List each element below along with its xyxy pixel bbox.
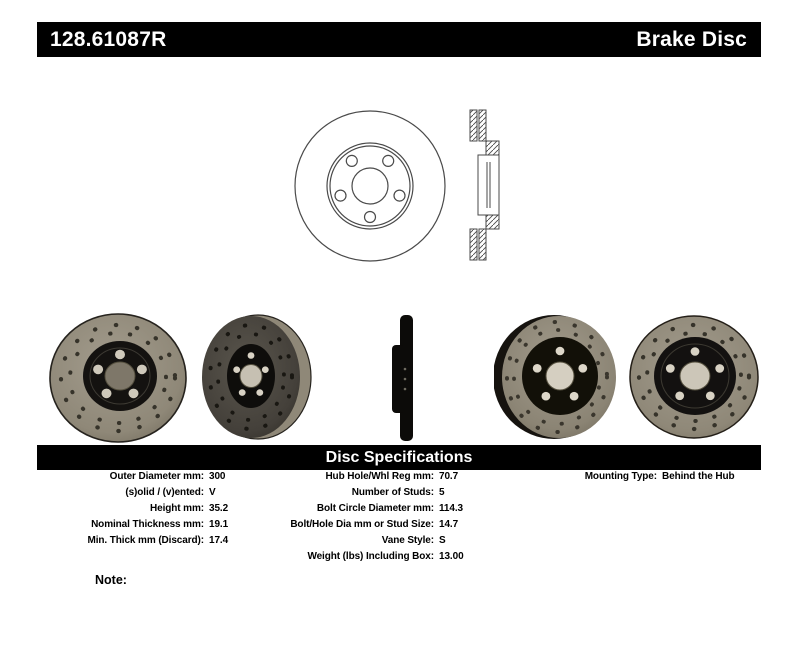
spec-value: 19.1 (209, 519, 229, 530)
spec-column-middle (282, 469, 464, 565)
product-name: Brake Disc (636, 27, 747, 51)
spec-value: 35.2 (209, 503, 229, 514)
header-bar (37, 22, 761, 57)
rotor-photo-hat-view (494, 311, 628, 446)
rotor-photo-front (629, 314, 762, 441)
spec-section-title: Disc Specifications (325, 448, 473, 466)
spec-label: Weight (lbs) Including Box: (307, 551, 434, 562)
spec-value: 13.00 (439, 551, 464, 562)
rotor-photo-angled-right (202, 310, 336, 446)
spec-value: 114.3 (439, 503, 463, 514)
spec-value: V (209, 487, 216, 498)
rotor-photo-edge-profile (380, 313, 424, 443)
spec-label: Number of Studs: (351, 487, 434, 498)
spec-label: Mounting Type: (584, 471, 657, 482)
spec-value: S (439, 535, 446, 546)
drawing-front-view (295, 111, 445, 261)
spec-label: (s)olid / (v)ented: (125, 487, 204, 498)
spec-value: 70.7 (439, 471, 459, 482)
spec-label: Height mm: (149, 503, 204, 514)
spec-label: Bolt/Hole Dia mm or Stud Size: (290, 519, 434, 530)
note-label: Note: (95, 573, 127, 587)
spec-value: 5 (439, 487, 445, 498)
spec-column-left (37, 469, 228, 549)
brake-disc-technical-drawing (288, 100, 503, 270)
spec-value: 17.4 (209, 535, 229, 546)
rotor-photo-angled-left (48, 312, 188, 444)
spec-label: Outer Diameter mm: (109, 471, 204, 482)
spec-label: Vane Style: (381, 535, 434, 546)
spec-label: Nominal Thickness mm: (91, 519, 204, 530)
spec-value: 300 (209, 471, 226, 482)
spec-label: Hub Hole/Whl Reg mm: (325, 471, 434, 482)
part-number: 128.61087R (50, 27, 167, 51)
spec-label: Bolt Circle Diameter mm: (316, 503, 434, 514)
spec-column-right (555, 469, 734, 485)
spec-value: Behind the Hub (662, 471, 735, 482)
spec-label: Min. Thick mm (Discard): (87, 535, 204, 546)
spec-value: 14.7 (439, 519, 459, 530)
spec-section-bar (37, 445, 761, 470)
drawing-section-view (470, 110, 499, 260)
